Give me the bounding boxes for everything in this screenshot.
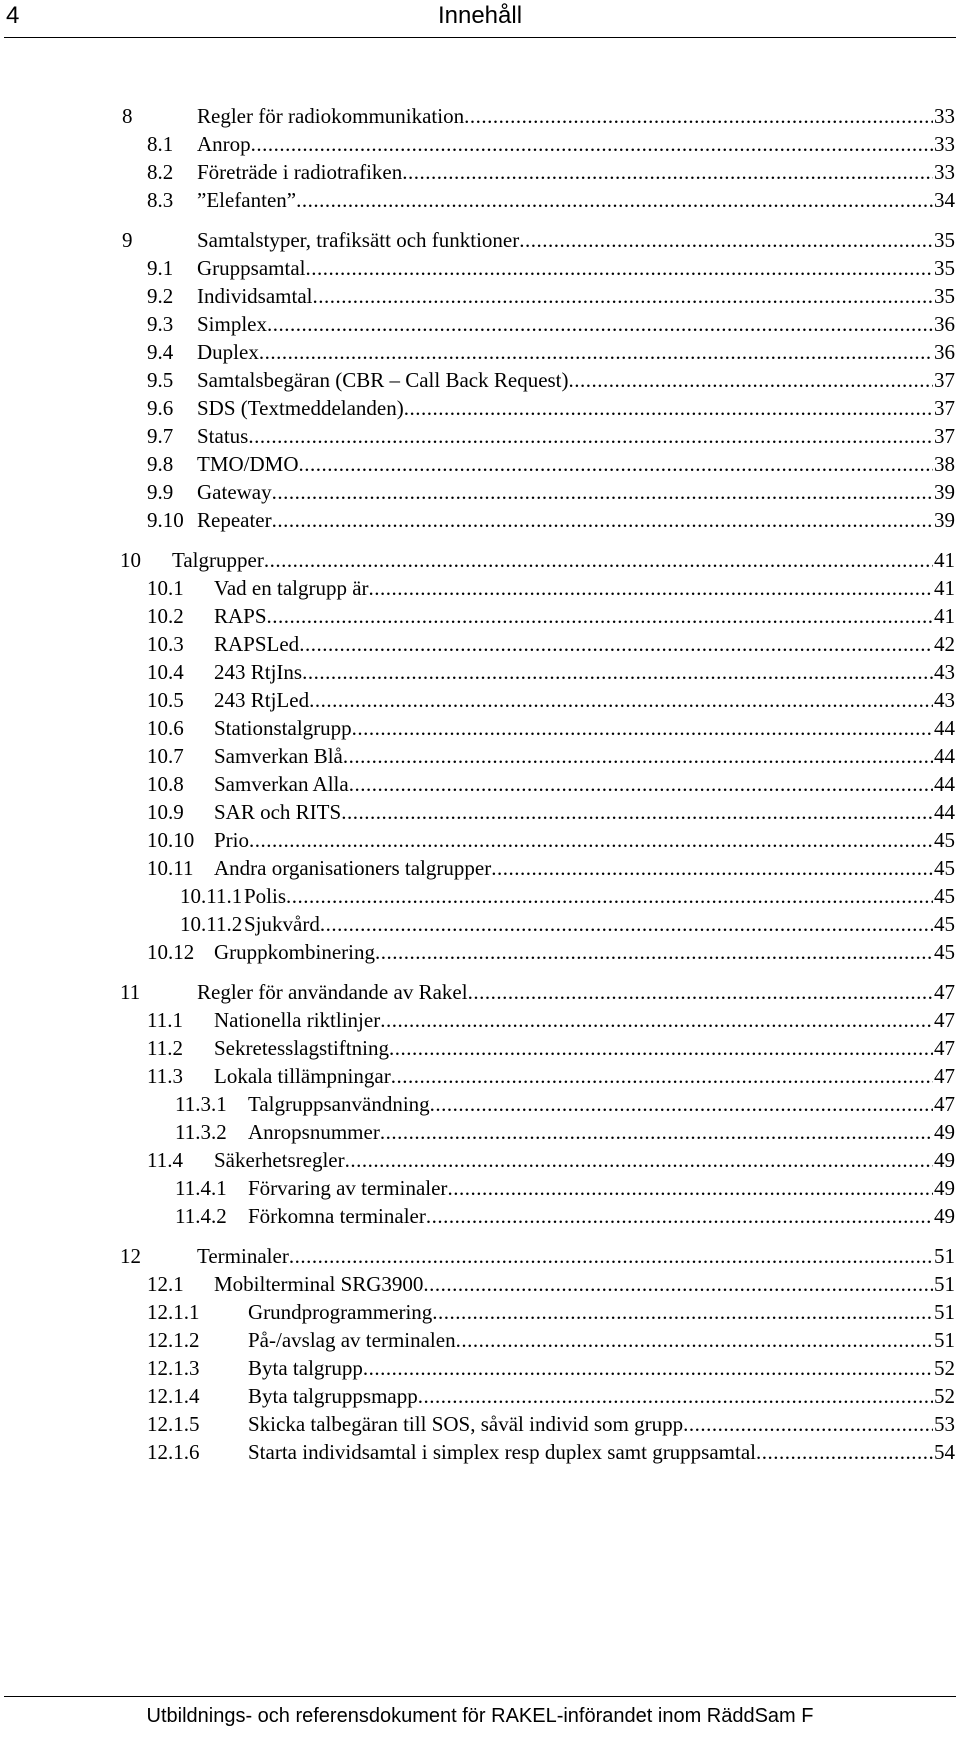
toc-entry[interactable] (147, 938, 955, 966)
toc-entry-page: 44 (934, 716, 955, 740)
toc-entry[interactable] (147, 158, 955, 186)
toc-entry[interactable] (120, 1242, 955, 1270)
toc-entry-title: SDS (Textmeddelanden) (197, 396, 404, 420)
dot-leader (299, 450, 933, 478)
dot-leader (349, 770, 933, 798)
toc-entry-text (248, 1174, 955, 1202)
toc-entry-number: 12.1.6 (147, 1440, 200, 1464)
toc-entry-title: TMO/DMO (197, 452, 299, 476)
dot-leader (259, 338, 933, 366)
dot-leader (248, 422, 933, 450)
toc-entry-title: Mobilterminal SRG3900 (214, 1272, 424, 1296)
toc-entry-title: Lokala tillämpningar (214, 1064, 391, 1088)
toc-entry-number: 12.1.5 (147, 1412, 200, 1436)
toc-entry-number: 10.11.1 (180, 884, 243, 908)
toc-entry-number: 11 (120, 980, 141, 1004)
dot-leader (464, 102, 933, 130)
toc-entry-number: 12.1.4 (147, 1384, 200, 1408)
toc-entry-title: 243 RtjIns (214, 660, 303, 684)
dot-leader (380, 1118, 933, 1146)
toc-entry-text (197, 158, 955, 186)
dot-leader (456, 1326, 933, 1354)
toc-entry-page: 33 (934, 132, 955, 156)
toc-entry[interactable] (147, 574, 955, 602)
toc-entry-page: 39 (934, 480, 955, 504)
toc-entry-number: 10.12 (147, 940, 195, 964)
toc-entry-number: 9.9 (147, 480, 174, 504)
toc-entry-number: 9.3 (147, 312, 174, 336)
toc-entry[interactable] (147, 602, 955, 630)
dot-leader (345, 1146, 933, 1174)
toc-entry[interactable] (147, 1298, 955, 1326)
toc-entry-number: 8.1 (147, 132, 174, 156)
toc-entry-text (197, 978, 955, 1006)
toc-entry-text (197, 366, 955, 394)
toc-entry[interactable] (180, 882, 955, 910)
toc-entry-number: 10.4 (147, 660, 184, 684)
toc-entry-page: 45 (934, 912, 955, 936)
toc-entry-page: 39 (934, 508, 955, 532)
dot-leader (402, 158, 933, 186)
toc-entry-number: 11.4.2 (175, 1204, 227, 1228)
toc-entry-text (214, 1034, 955, 1062)
dot-leader (272, 478, 933, 506)
toc-entry-page: 47 (934, 1008, 955, 1032)
dot-leader (341, 798, 933, 826)
toc-entry-title: Byta talgrupp (248, 1356, 363, 1380)
toc-entry-page: 35 (934, 256, 955, 280)
toc-entry-title: Anropsnummer (248, 1120, 380, 1144)
toc-entry[interactable] (147, 1006, 955, 1034)
toc-entry-title: Status (197, 424, 249, 448)
toc-entry-number: 10.11 (147, 856, 194, 880)
toc-entry-text (172, 546, 955, 574)
toc-entry-text (214, 1146, 955, 1174)
dot-leader (272, 506, 933, 534)
toc-entry-text (248, 1118, 955, 1146)
dot-leader (352, 714, 933, 742)
toc-entry[interactable] (122, 102, 955, 130)
toc-entry-number: 8.2 (147, 160, 174, 184)
dot-leader (756, 1438, 933, 1466)
toc-entry-number: 11.3.1 (175, 1092, 227, 1116)
toc-entry[interactable] (122, 226, 955, 254)
toc-entry-title: Vad en talgrupp är (214, 576, 369, 600)
toc-entry-title: Prio (214, 828, 250, 852)
toc-entry-text (197, 422, 955, 450)
toc-entry-number: 9.7 (147, 424, 174, 448)
toc-entry[interactable] (147, 450, 955, 478)
toc-entry-number: 10.11.2 (180, 912, 243, 936)
toc-entry-text (197, 338, 955, 366)
toc-entry-number: 10.2 (147, 604, 184, 628)
dot-leader (683, 1410, 933, 1438)
toc-entry-text (248, 1202, 955, 1230)
dot-leader (267, 602, 933, 630)
toc-entry[interactable] (147, 130, 955, 158)
toc-entry-number: 11.1 (147, 1008, 183, 1032)
toc-entry-text (248, 1382, 955, 1410)
dot-leader (309, 686, 933, 714)
dot-leader (264, 546, 933, 574)
dot-leader (432, 1298, 933, 1326)
toc-entry-number: 11.4.1 (175, 1176, 227, 1200)
toc-entry-text (197, 282, 955, 310)
toc-entry-title: Stationstalgrupp (214, 716, 352, 740)
dot-leader (305, 254, 933, 282)
dot-leader (468, 978, 933, 1006)
toc-entry-page: 49 (934, 1148, 955, 1172)
toc-entry-text (214, 826, 955, 854)
toc-entry-text (214, 1062, 955, 1090)
toc-entry-number: 9.1 (147, 256, 174, 280)
toc-entry-text (214, 938, 955, 966)
toc-entry-page: 44 (934, 800, 955, 824)
dot-leader (389, 1034, 933, 1062)
toc-entry-title: Förkomna terminaler (248, 1204, 426, 1228)
toc-entry-text (214, 854, 955, 882)
toc-entry-title: Simplex (197, 312, 268, 336)
toc-entry-page: 41 (934, 548, 955, 572)
toc-entry-text (248, 1354, 955, 1382)
toc-entry[interactable] (147, 1326, 955, 1354)
toc-entry-title: Gruppsamtal (197, 256, 306, 280)
dot-leader (363, 1354, 933, 1382)
toc-entry-title: Företräde i radiotrafiken (197, 160, 403, 184)
dot-leader (249, 826, 933, 854)
dot-leader (519, 226, 933, 254)
toc-entry-page: 43 (934, 660, 955, 684)
toc-entry[interactable] (147, 422, 955, 450)
toc-entry-title: Sjukvård (244, 912, 320, 936)
toc-entry-text (214, 1270, 955, 1298)
dot-leader (404, 394, 933, 422)
toc-entry-text (214, 798, 955, 826)
toc-entry-title: Starta individsamtal i simplex resp duplex samt gruppsamtal (248, 1440, 756, 1464)
toc-entry-title: Skicka talbegäran till SOS, såväl individ som grupp (248, 1412, 684, 1436)
toc-entry-text (248, 1298, 955, 1326)
toc-entry[interactable] (175, 1202, 955, 1230)
toc-entry-page: 45 (934, 884, 955, 908)
toc-entry[interactable] (147, 506, 955, 534)
dot-leader (320, 910, 933, 938)
toc-entry-number: 11.3.2 (175, 1120, 227, 1144)
toc-entry-page: 43 (934, 688, 955, 712)
toc-entry-page: 37 (934, 368, 955, 392)
toc-entry-page: 35 (934, 228, 955, 252)
toc-entry-title: Regler för användande av Rakel (197, 980, 468, 1004)
toc-entry-title: Nationella riktlinjer (214, 1008, 381, 1032)
toc-entry-title: Sekretesslagstiftning (214, 1036, 389, 1060)
toc-entry-number: 10 (120, 548, 141, 572)
toc-entry-number: 12.1 (147, 1272, 184, 1296)
toc-entry-text (214, 1006, 955, 1034)
toc-entry-page: 47 (934, 1036, 955, 1060)
toc-entry-title: Andra organisationers talgrupper (214, 856, 492, 880)
toc-entry[interactable] (147, 1270, 955, 1298)
dot-leader (391, 1062, 933, 1090)
toc-entry-text (197, 450, 955, 478)
toc-entry-title: Samverkan Alla (214, 772, 349, 796)
dot-leader (289, 1242, 933, 1270)
toc-entry-text (197, 226, 955, 254)
toc-entry[interactable] (147, 310, 955, 338)
toc-entry[interactable] (147, 742, 955, 770)
dot-leader (569, 366, 933, 394)
toc-entry-text (214, 574, 955, 602)
dot-leader (299, 630, 933, 658)
page-title: Innehåll (437, 2, 523, 29)
toc-entry-text (248, 1090, 955, 1118)
dot-leader (286, 882, 933, 910)
toc-entry-number: 10.1 (147, 576, 184, 600)
dot-leader (418, 1382, 933, 1410)
toc-entry-page: 51 (934, 1272, 955, 1296)
toc-entry-title: Grundprogrammering (248, 1300, 433, 1324)
toc-entry-text (248, 1326, 955, 1354)
toc-entry-page: 47 (934, 1092, 955, 1116)
dot-leader (312, 282, 933, 310)
toc-entry-number: 9.4 (147, 340, 174, 364)
toc-entry-page: 44 (934, 744, 955, 768)
toc-entry-text (248, 1438, 955, 1466)
toc-entry-title: Repeater (197, 508, 272, 532)
toc-entry[interactable] (147, 826, 955, 854)
toc-entry-number: 8.3 (147, 188, 174, 212)
toc-entry[interactable] (120, 978, 955, 1006)
toc-entry-page: 36 (934, 340, 955, 364)
dot-leader (430, 1090, 933, 1118)
toc-entry-title: Individsamtal (197, 284, 313, 308)
toc-entry[interactable] (147, 714, 955, 742)
toc-entry-title: Duplex (197, 340, 259, 364)
toc-entry-text (197, 478, 955, 506)
toc-entry-number: 10.8 (147, 772, 184, 796)
toc-entry-page: 49 (934, 1204, 955, 1228)
toc-entry[interactable] (147, 770, 955, 798)
toc-entry[interactable] (175, 1118, 955, 1146)
toc-entry-text (214, 686, 955, 714)
toc-entry-number: 12.1.2 (147, 1328, 200, 1352)
toc-entry-page: 51 (934, 1244, 955, 1268)
toc-entry-text (214, 770, 955, 798)
toc-entry[interactable] (147, 478, 955, 506)
toc-entry-title: Polis (244, 884, 287, 908)
toc-entry-text (197, 186, 955, 214)
toc-entry[interactable] (147, 186, 955, 214)
toc-entry[interactable] (147, 630, 955, 658)
toc-entry-title: Regler för radiokommunikation (197, 104, 465, 128)
toc-entry-page: 52 (934, 1384, 955, 1408)
toc-entry-page: 44 (934, 772, 955, 796)
toc-entry[interactable] (147, 282, 955, 310)
toc-entry-page: 37 (934, 424, 955, 448)
toc-entry-page: 33 (934, 160, 955, 184)
toc-entry-text (197, 310, 955, 338)
dot-leader (343, 742, 933, 770)
toc-entry[interactable] (147, 254, 955, 282)
toc-entry-number: 9.5 (147, 368, 174, 392)
toc-entry[interactable] (147, 338, 955, 366)
toc-entry-page: 36 (934, 312, 955, 336)
toc-entry-text (197, 394, 955, 422)
toc-entry-page: 49 (934, 1176, 955, 1200)
toc-entry-number: 12 (120, 1244, 141, 1268)
toc-entry-number: 10.7 (147, 744, 184, 768)
toc-entry-title: Säkerhetsregler (214, 1148, 345, 1172)
toc-entry-page: 45 (934, 856, 955, 880)
toc-entry-page: 53 (934, 1412, 955, 1436)
dot-leader (302, 658, 933, 686)
toc-entry[interactable] (147, 1062, 955, 1090)
toc-entry[interactable] (147, 658, 955, 686)
toc-entry-title: Gruppkombinering (214, 940, 375, 964)
toc-entry[interactable] (147, 394, 955, 422)
toc-entry-page: 52 (934, 1356, 955, 1380)
dot-leader (447, 1174, 933, 1202)
toc-entry-title: Gateway (197, 480, 272, 504)
toc-entry-text (197, 130, 955, 158)
toc-entry-title: Talgruppsanvändning (248, 1092, 430, 1116)
toc-entry-title: Terminaler (197, 1244, 289, 1268)
toc-entry-page: 45 (934, 940, 955, 964)
dot-leader (423, 1270, 933, 1298)
toc-entry-text (244, 910, 955, 938)
toc-entry-page: 41 (934, 576, 955, 600)
dot-leader (426, 1202, 933, 1230)
toc-entry-page: 51 (934, 1300, 955, 1324)
toc-entry-number: 10.6 (147, 716, 184, 740)
toc-entry-text (214, 602, 955, 630)
toc-entry-page: 54 (934, 1440, 955, 1464)
toc-entry-text (248, 1410, 955, 1438)
toc-entry[interactable] (120, 546, 955, 574)
toc-entry-title: SAR och RITS (214, 800, 342, 824)
toc-entry-page: 35 (934, 284, 955, 308)
toc-entry[interactable] (147, 854, 955, 882)
toc-entry-title: Samtalsbegäran (CBR – Call Back Request) (197, 368, 569, 392)
toc-entry[interactable] (147, 1354, 955, 1382)
toc-entry-text (214, 714, 955, 742)
toc-entry[interactable] (147, 366, 955, 394)
toc-entry-number: 12.1.3 (147, 1356, 200, 1380)
toc-entry-page: 51 (934, 1328, 955, 1352)
toc-entry-page: 42 (934, 632, 955, 656)
toc-entry[interactable] (147, 1438, 955, 1466)
toc-entry-title: RAPSLed (214, 632, 300, 656)
toc-entry[interactable] (175, 1174, 955, 1202)
toc-entry-page: 34 (934, 188, 955, 212)
toc-entry-title: 243 RtjLed (214, 688, 310, 712)
toc-entry-text (214, 658, 955, 686)
toc-entry-page: 47 (934, 1064, 955, 1088)
toc-entry-number: 11.3 (147, 1064, 183, 1088)
toc-entry-title: ”Elefanten” (197, 188, 297, 212)
toc-entry-number: 11.2 (147, 1036, 183, 1060)
dot-leader (267, 310, 933, 338)
toc-entry-page: 41 (934, 604, 955, 628)
toc-entry-page: 38 (934, 452, 955, 476)
toc-entry-page: 45 (934, 828, 955, 852)
toc-entry[interactable] (147, 798, 955, 826)
toc-entry-page: 33 (934, 104, 955, 128)
dot-leader (375, 938, 933, 966)
toc-entry-title: Samverkan Blå (214, 744, 343, 768)
toc-entry-text (197, 1242, 955, 1270)
toc-entry-title: Byta talgruppsmapp (248, 1384, 418, 1408)
page-number: 4 (6, 2, 20, 29)
dot-leader (380, 1006, 933, 1034)
toc-entry-title: Talgrupper (172, 548, 264, 572)
toc-entry[interactable] (147, 1146, 955, 1174)
toc-entry-number: 11.4 (147, 1148, 183, 1172)
toc-entry[interactable] (180, 910, 955, 938)
toc-entry-number: 9.8 (147, 452, 174, 476)
toc-entry-title: Anrop (197, 132, 251, 156)
toc-entry-text (244, 882, 955, 910)
toc-entry[interactable] (147, 1410, 955, 1438)
toc-entry-page: 49 (934, 1120, 955, 1144)
toc-entry-number: 9.10 (147, 508, 184, 532)
toc-entry[interactable] (175, 1090, 955, 1118)
toc-entry-title: RAPS (214, 604, 267, 628)
toc-entry[interactable] (147, 686, 955, 714)
toc-entry-number: 10.5 (147, 688, 184, 712)
toc-entry-number: 10.10 (147, 828, 195, 852)
toc-entry-text (197, 254, 955, 282)
toc-entry-text (214, 742, 955, 770)
dot-leader (491, 854, 933, 882)
toc-entry-number: 10.3 (147, 632, 184, 656)
toc-entry-text (197, 506, 955, 534)
toc-entry-number: 9 (122, 228, 133, 252)
toc-entry-page: 37 (934, 396, 955, 420)
toc-entry-number: 9.2 (147, 284, 174, 308)
toc-entry-number: 12.1.1 (147, 1300, 200, 1324)
toc-entry-title: På-/avslag av terminalen (248, 1328, 456, 1352)
toc-entry[interactable] (147, 1034, 955, 1062)
toc-entry-title: Förvaring av terminaler (248, 1176, 448, 1200)
toc-entry-page: 47 (934, 980, 955, 1004)
toc-entry[interactable] (147, 1382, 955, 1410)
toc-entry-number: 9.6 (147, 396, 174, 420)
toc-entry-title: Samtalstyper, trafiksätt och funktioner (197, 228, 520, 252)
toc-entry-number: 8 (122, 104, 133, 128)
page-footer: Utbildnings- och referensdokument för RAKEL-införandet inom RäddSam F (4, 1696, 956, 1728)
toc-entry-text (214, 630, 955, 658)
dot-leader (251, 130, 933, 158)
toc-entry-text (197, 102, 955, 130)
dot-leader (369, 574, 933, 602)
toc-entry-number: 10.9 (147, 800, 184, 824)
dot-leader (296, 186, 933, 214)
